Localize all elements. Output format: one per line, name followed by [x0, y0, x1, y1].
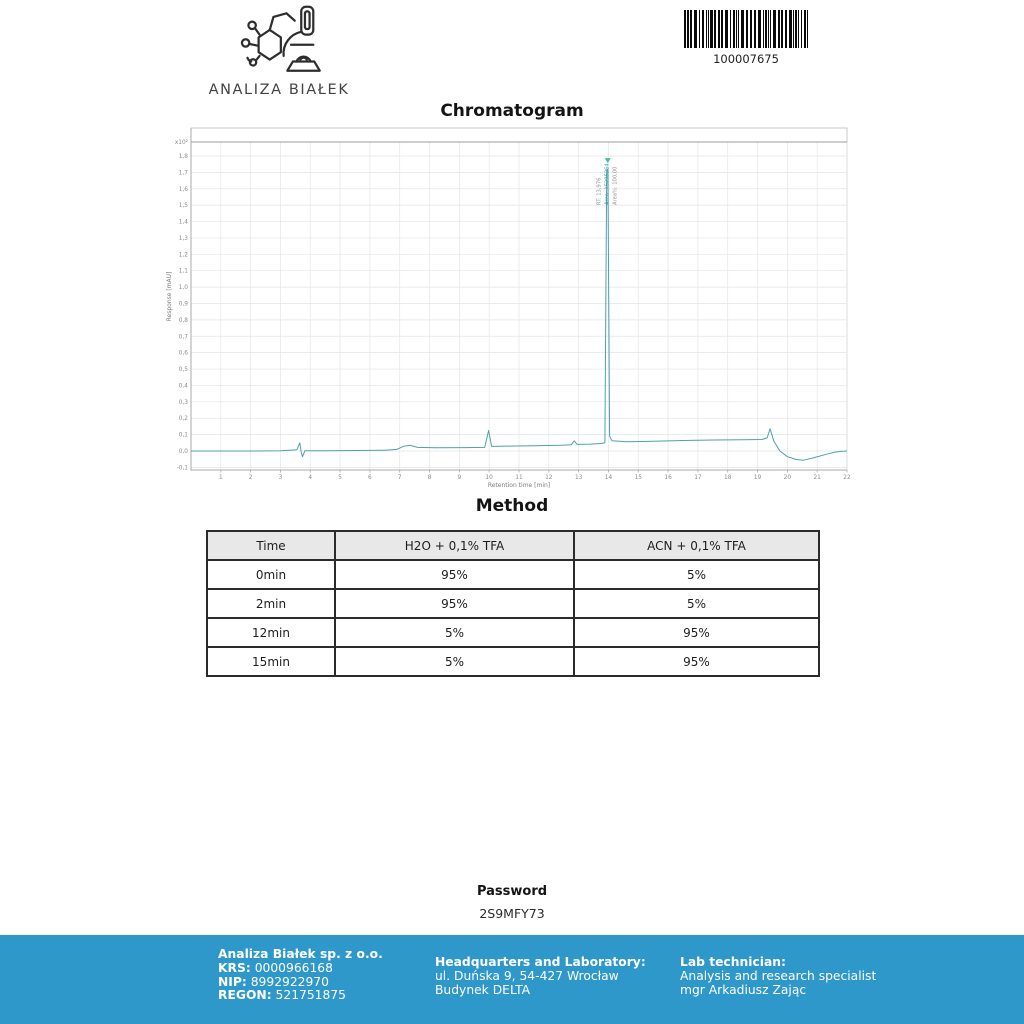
column-header-acn: ACN + 0,1% TFA	[574, 531, 819, 560]
y-tick-label: 0,7	[178, 334, 188, 341]
x-tick-label: 15	[634, 475, 642, 481]
x-tick-label: 1	[218, 475, 223, 481]
x-axis-title: Retention time [min]	[487, 482, 551, 489]
company-logo-text: ANALIZA BIAŁEK	[208, 82, 350, 98]
y-tick-label: 0,8	[178, 317, 188, 324]
footer-headquarters	[435, 956, 646, 997]
table-row	[207, 647, 819, 676]
x-tick-label: 5	[338, 475, 342, 481]
y-tick-label: 0,5	[178, 367, 188, 374]
footer-krs: KRS: 0000966168	[218, 960, 333, 975]
x-tick-label: 10	[485, 475, 493, 481]
x-tick-label: 3	[278, 475, 283, 481]
footer-hq-title: Headquarters and Laboratory:	[435, 955, 646, 969]
y-tick-label: 1,0	[178, 285, 188, 292]
footer-regon: REGON: 521751875	[218, 988, 346, 1003]
y-tick-label: 1,2	[178, 252, 188, 259]
password-section	[0, 884, 1024, 921]
x-tick-label: 14	[604, 475, 613, 481]
column-header-time: Time	[207, 531, 335, 560]
x-tick-label: 11	[515, 475, 523, 481]
y-tick-label: 0,6	[178, 350, 188, 357]
footer-nip: NIP: 8992922970	[218, 974, 329, 989]
password-label: Password	[476, 884, 548, 899]
table-cell: 95%	[335, 560, 574, 589]
footer-hq-address1: ul. Duńska 9, 54-427 Wrocław	[435, 968, 619, 983]
footer	[0, 935, 1024, 1024]
x-tick-label: 2	[248, 475, 253, 481]
peak-rt-label: RT: 13,976	[596, 177, 603, 205]
y-tick-label: 1,4	[178, 219, 188, 226]
method-table-header-row	[207, 531, 819, 560]
table-row	[207, 560, 819, 589]
x-tick-label: 16	[664, 475, 672, 481]
chromatogram-title: Chromatogram	[440, 101, 584, 121]
x-tick-label: 17	[694, 475, 702, 481]
footer-lab-technician	[680, 956, 876, 997]
y-tick-label: 0,1	[178, 432, 188, 439]
peak-area-label: Area: 15295264	[604, 163, 611, 205]
y-tick-label: 1,3	[178, 235, 188, 242]
y-tick-label: 0,4	[178, 383, 188, 390]
footer-company-info	[218, 948, 383, 1003]
x-tick-label: 20	[783, 475, 792, 481]
x-tick-label: 18	[724, 475, 732, 481]
x-tick-label: 6	[368, 475, 372, 481]
x-tick-label: 21	[813, 475, 821, 481]
x-tick-label: 8	[427, 475, 432, 481]
y-tick-label: 1,5	[178, 203, 188, 210]
company-logo	[205, 4, 353, 98]
password-value: 2S9MFY73	[479, 906, 545, 921]
y-tick-label: 1,1	[178, 268, 188, 275]
x-tick-label: 4	[308, 475, 313, 481]
table-cell: 12min	[207, 618, 335, 647]
table-row	[207, 618, 819, 647]
barcode-image	[684, 10, 808, 48]
y-tick-label: 1,6	[178, 186, 188, 193]
y-tick-label: 1,7	[178, 170, 188, 177]
barcode-number: 100007675	[713, 52, 779, 66]
y-tick-label: 0,0	[178, 449, 188, 455]
y-tick-label: 0,2	[178, 416, 188, 423]
y-tick-label: -0,1	[176, 465, 188, 472]
peak-area-percent-label: Area%: 100,00	[612, 166, 619, 205]
table-cell: 15min	[207, 647, 335, 676]
table-cell: 5%	[574, 589, 819, 618]
footer-tech-title: Lab technician:	[680, 955, 786, 969]
table-cell: 95%	[574, 618, 819, 647]
y-tick-label: 0,9	[178, 301, 188, 308]
footer-tech-line1: Analysis and research specialist	[680, 968, 877, 983]
table-cell: 0min	[207, 560, 335, 589]
column-header-h2o: H2O + 0,1% TFA	[335, 531, 574, 560]
x-tick-label: 12	[545, 475, 553, 481]
x-tick-label: 7	[397, 475, 402, 481]
table-cell: 2min	[207, 589, 335, 618]
y-scale-label: x10²	[174, 140, 188, 146]
x-tick-label: 9	[457, 475, 462, 481]
y-tick-label: 0,3	[178, 399, 188, 406]
footer-company-name: Analiza Białek sp. z o.o.	[218, 947, 383, 961]
chromatogram-chart	[163, 125, 853, 493]
table-cell: 95%	[574, 647, 819, 676]
table-cell: 5%	[335, 647, 574, 676]
y-tick-label: 1,8	[178, 153, 188, 160]
footer-hq-address2: Budynek DELTA	[435, 982, 531, 997]
x-tick-label: 22	[843, 475, 851, 481]
molecule-microscope-icon	[227, 4, 331, 80]
method-title: Method	[475, 496, 549, 516]
table-cell: 5%	[574, 560, 819, 589]
chromatogram-plot	[163, 125, 853, 493]
x-tick-label: 19	[753, 475, 762, 481]
method-table	[206, 530, 820, 677]
table-row	[207, 589, 819, 618]
table-cell: 95%	[335, 589, 574, 618]
footer-tech-line2: mgr Arkadiusz Zając	[680, 982, 807, 997]
x-tick-label: 13	[574, 475, 583, 481]
y-axis-title: Response [mAU]	[166, 271, 173, 322]
barcode	[684, 10, 808, 66]
table-cell: 5%	[335, 618, 574, 647]
